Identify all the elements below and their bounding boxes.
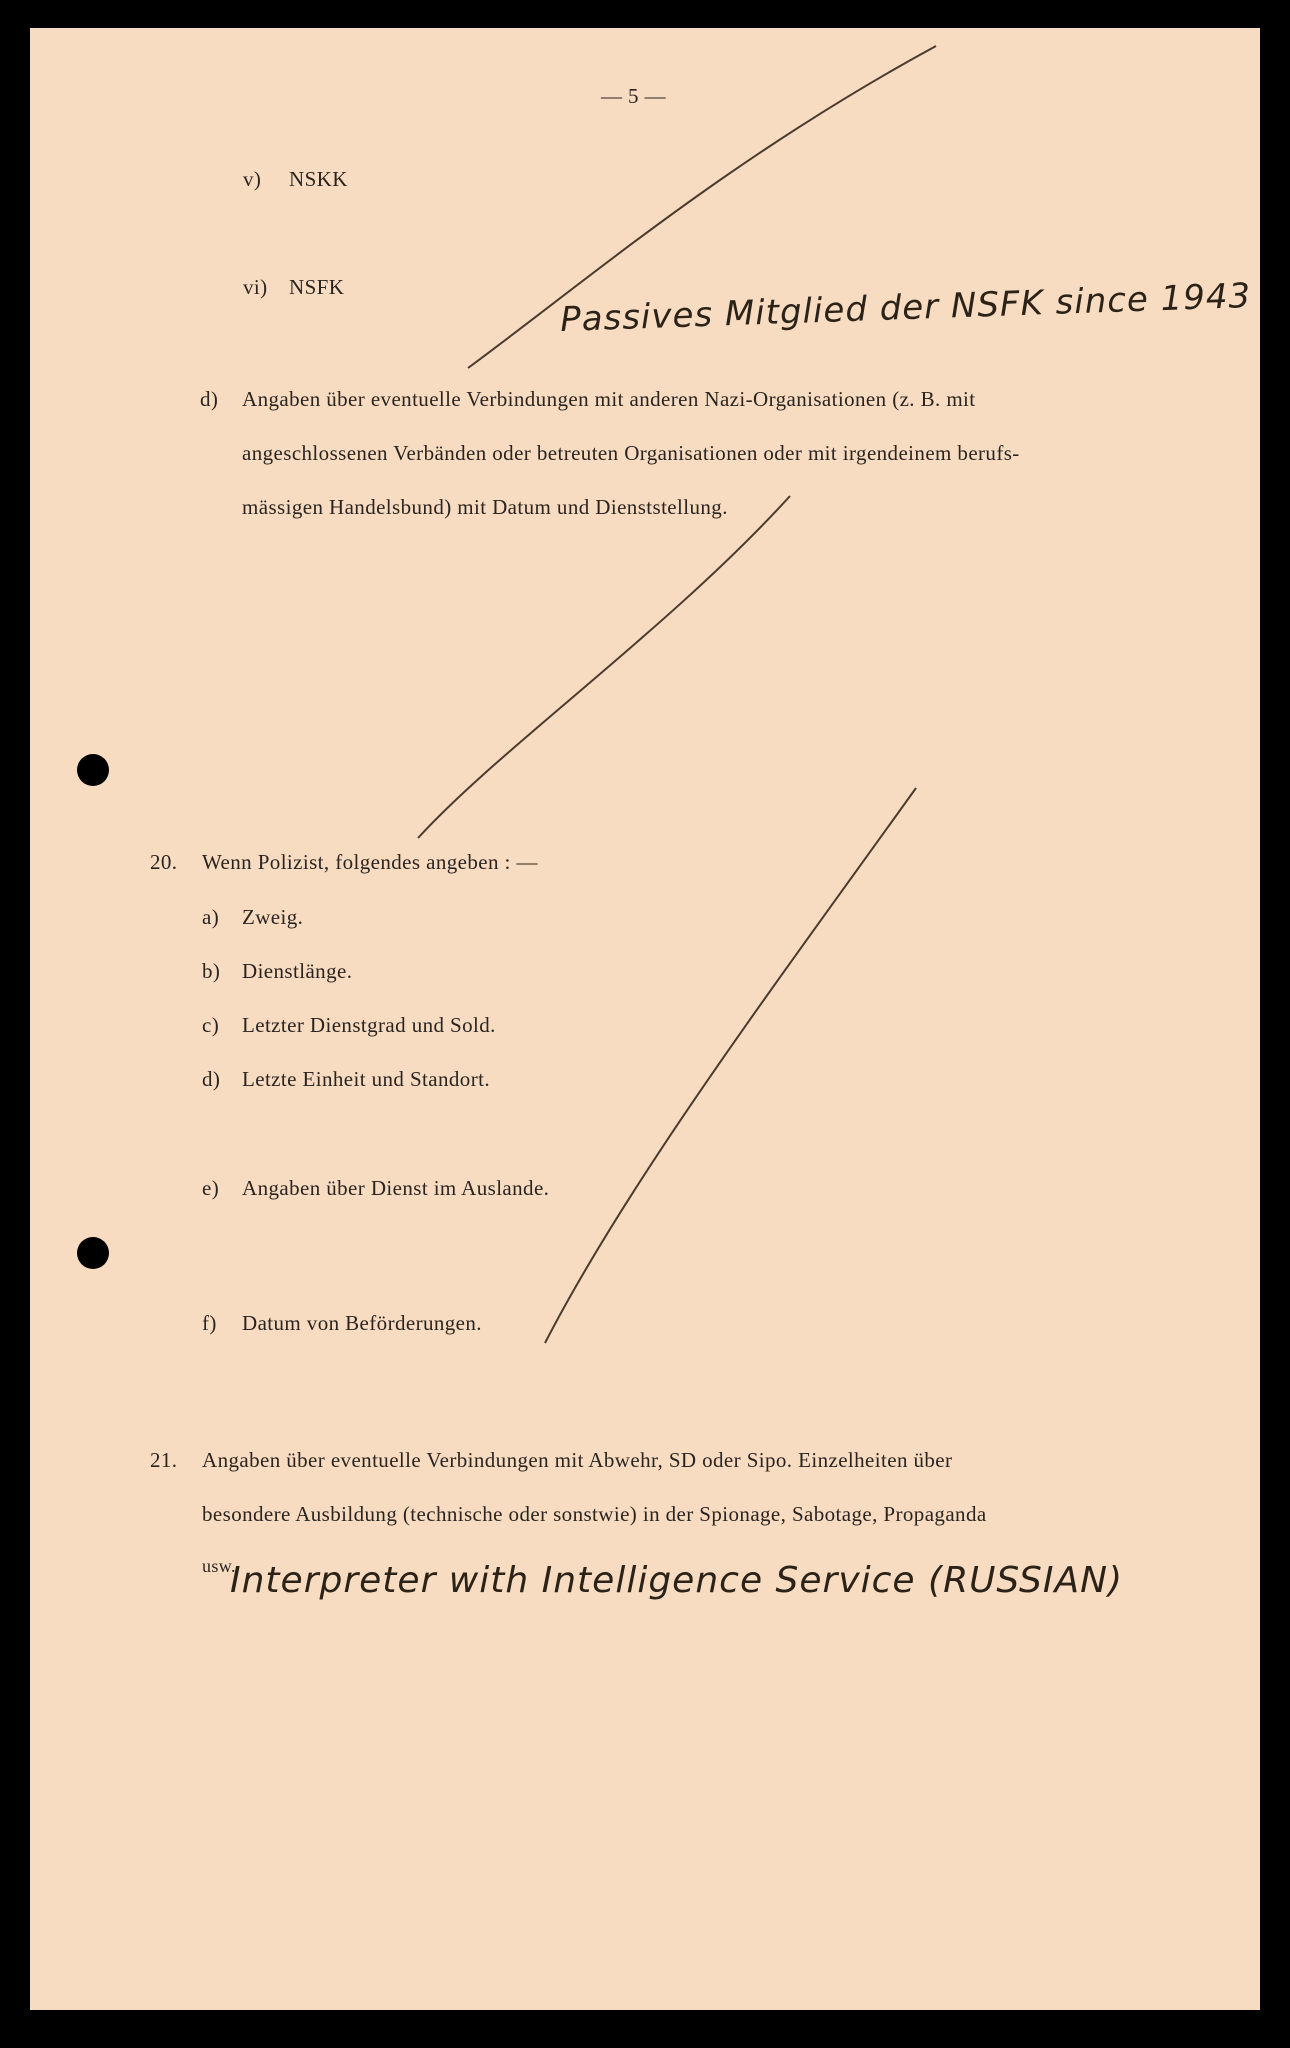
item-vi-text: NSFK — [289, 275, 345, 299]
strike-line-2 — [418, 496, 790, 838]
q20-item-c-label: c) — [202, 1013, 220, 1037]
q20-item-e-label: e) — [202, 1176, 220, 1200]
q20-item-e-text: Angaben über Dienst im Auslande. — [242, 1176, 550, 1200]
q20-item-b-label: b) — [202, 959, 221, 983]
item-v-text: NSKK — [289, 167, 348, 191]
q20-item-d-label: d) — [202, 1067, 221, 1091]
handwritten-q21-note: Interpreter with Intelligence Service (RUSSIAN) — [230, 1560, 1124, 1601]
section-d-line-2: angeschlossenen Verbänden oder betreuten Organisationen oder mit irgendeinem berufs- — [242, 441, 1020, 465]
question-20-number: 20. — [150, 850, 178, 874]
item-vi-label: vi) — [243, 275, 268, 299]
question-21-line-1: Angaben über eventuelle Verbindungen mit Abwehr, SD oder Sipo. Einzelheiten über — [202, 1448, 953, 1472]
punch-hole-lower — [77, 1237, 109, 1269]
section-d-line-1: Angaben über eventuelle Verbindungen mit anderen Nazi-Organisationen (z. B. mit — [242, 387, 976, 411]
q20-item-b-text: Dienstlänge. — [242, 959, 353, 983]
q20-item-a-label: a) — [202, 905, 220, 929]
question-21-number: 21. — [150, 1448, 178, 1472]
q20-item-d-text: Letzte Einheit und Standort. — [242, 1067, 490, 1091]
q20-item-a-text: Zweig. — [242, 905, 304, 929]
handwritten-nsfk-note: Passives Mitglied der NSFK since 1943 — [559, 275, 1252, 341]
q20-item-c-text: Letzter Dienstgrad und Sold. — [242, 1013, 496, 1037]
section-d-line-3: mässigen Handelsbund) mit Datum und Dienststellung. — [242, 495, 728, 519]
question-20-text: Wenn Polizist, folgendes angeben : — — [202, 850, 538, 874]
question-21-line-2: besondere Ausbildung (technische oder sonstwie) in der Spionage, Sabotage, Propaganda — [202, 1502, 987, 1526]
q20-item-f-label: f) — [202, 1311, 217, 1335]
q20-item-f-text: Datum von Beförderungen. — [242, 1311, 482, 1335]
question-21-line-3: usw. — [202, 1556, 236, 1576]
section-d-label: d) — [200, 387, 219, 411]
strike-line-3 — [545, 788, 916, 1343]
punch-hole-upper — [77, 754, 109, 786]
item-v-label: v) — [243, 167, 262, 191]
page-number: — 5 — — [601, 84, 666, 108]
